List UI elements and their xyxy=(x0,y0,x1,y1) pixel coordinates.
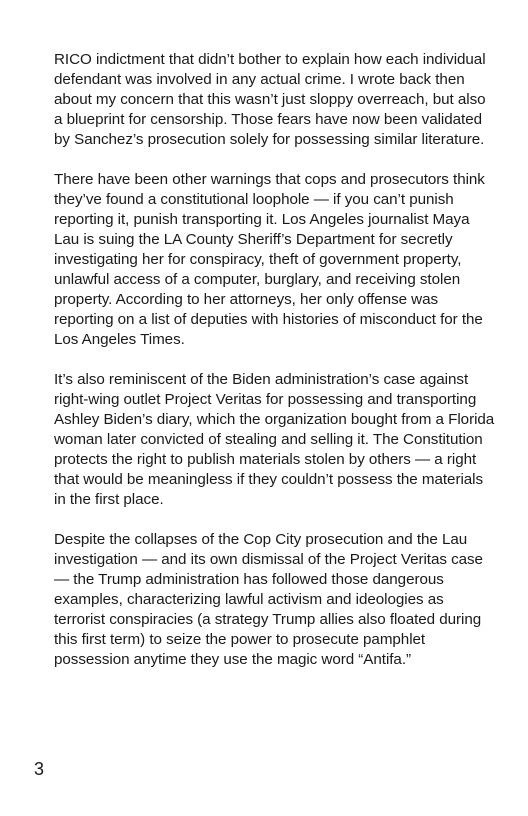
document-body xyxy=(54,50,496,690)
paragraph-rico-indictment: RICO indictment that didn’t bother to explain how each individual defendant was involved in any actual crime. I wrote back then about my concern that this wasn’t just sloppy overreach, but also a blueprint for censorship. Those fears have now been validated by Sanchez’s prosecution solely for possessing similar literature. xyxy=(54,51,486,148)
paragraph-trump-administration: Despite the collapses of the Cop City prosecution and the Lau investigation — and its own dismissal of the Project Veritas case — the Trump administration has followed those dangerous examples, characterizing lawful activism and ideologies as terrorist conspiracies (a strategy Trump allies also floated during this first term) to seize the power to prosecute pamphlet possession anytime they use the magic word “Antifa.” xyxy=(54,531,483,668)
page-number: 3 xyxy=(34,759,45,779)
paragraph-project-veritas: It’s also reminiscent of the Biden administration’s case against right-wing outlet Project Veritas for possessing and transporting Ashley Biden’s diary, which the organization bought from a Florida woman later convicted of stealing and selling it. The Constitution protects the right to publish materials stolen by others — a right that would be meaningless if they couldn’t possess the materials in the first place. xyxy=(54,371,495,508)
paragraph-constitutional-loophole: There have been other warnings that cops and prosecutors think they’ve found a constitutional loophole — if you can’t punish reporting it, punish transporting it. Los Angeles journalist Maya Lau is suing the LA County Sheriff’s Department for secretly investigating her for conspiracy, theft of government property, unlawful access of a computer, burglary, and receiving stolen property. According to her attorneys, her only offense was reporting on a list of deputies with histories of misconduct for the Los Angeles Times. xyxy=(54,171,485,348)
